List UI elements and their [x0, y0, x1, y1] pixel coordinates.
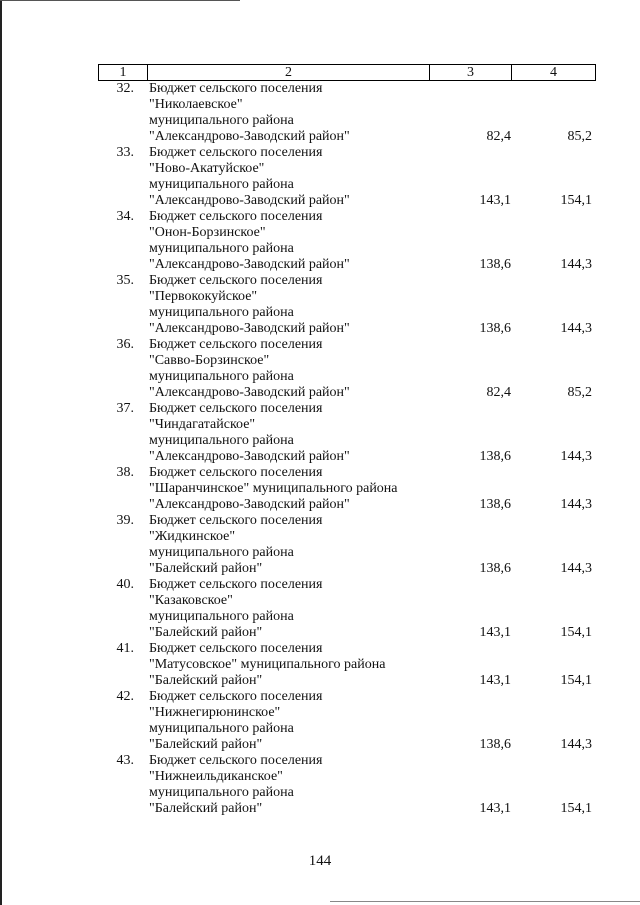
budget-name-line: Бюджет сельского поселения — [149, 465, 323, 480]
budget-name-line: "Балейский район" — [149, 561, 263, 576]
value-col-4: 154,1 — [560, 801, 592, 816]
value-col-3: 143,1 — [479, 673, 511, 688]
budget-name-line: Бюджет сельского поселения — [149, 401, 323, 416]
row-number: 43. — [116, 753, 134, 768]
budget-name-line: муниципального района — [149, 113, 294, 128]
budget-name-line: "Нижнегирюнинское" — [149, 705, 281, 720]
budget-name-line: Бюджет сельского поселения — [149, 81, 323, 96]
budget-name-line: "Александрово-Заводский район" — [149, 449, 350, 464]
table-row — [98, 513, 596, 577]
budget-name-line: Бюджет сельского поселения — [149, 641, 323, 656]
table-row — [98, 577, 596, 641]
budget-name-line: муниципального района — [149, 241, 294, 256]
budget-name — [147, 577, 429, 641]
row-number: 39. — [116, 513, 134, 528]
budget-table-body — [98, 81, 596, 817]
budget-name-line: "Балейский район" — [149, 673, 263, 688]
table-row — [98, 273, 596, 337]
value-col-3: 138,6 — [479, 449, 511, 464]
value-col-3: 138,6 — [479, 257, 511, 272]
table-row — [98, 81, 596, 145]
budget-name-line: "Казаковское" — [149, 593, 233, 608]
value-col-3: 82,4 — [486, 129, 511, 144]
budget-name-line: "Жидкинское" — [149, 529, 236, 544]
table-row — [98, 145, 596, 209]
budget-name — [147, 81, 429, 145]
table-row — [98, 401, 596, 465]
header-col-2: 2 — [148, 65, 430, 80]
budget-name — [147, 689, 429, 753]
header-col-3: 3 — [430, 65, 512, 80]
budget-name-line: муниципального района — [149, 785, 294, 800]
row-number: 36. — [116, 337, 134, 352]
value-col-4: 85,2 — [567, 129, 592, 144]
row-number: 42. — [116, 689, 134, 704]
value-col-3: 138,6 — [479, 737, 511, 752]
budget-name-line: Бюджет сельского поселения — [149, 337, 323, 352]
budget-name — [147, 753, 429, 817]
budget-name-line: "Онон-Борзинское" — [149, 225, 266, 240]
budget-name-line: "Первококуйское" — [149, 289, 258, 304]
row-number: 32. — [116, 81, 134, 96]
budget-name-line: "Ново-Акатуйское" — [149, 161, 265, 176]
row-number: 33. — [116, 145, 134, 160]
budget-name — [147, 465, 429, 513]
value-col-3: 138,6 — [479, 321, 511, 336]
value-col-4: 85,2 — [567, 385, 592, 400]
budget-name — [147, 337, 429, 401]
page-number: 144 — [308, 853, 332, 869]
budget-name — [147, 401, 429, 465]
budget-name-line: "Савво-Борзинское" — [149, 353, 270, 368]
budget-name-line: муниципального района — [149, 609, 294, 624]
budget-name-line: Бюджет сельского поселения — [149, 753, 323, 768]
table-row — [98, 337, 596, 401]
header-col-1: 1 — [99, 65, 148, 80]
budget-name-line: "Шаранчинское" муниципального района — [149, 481, 398, 496]
budget-name-line: Бюджет сельского поселения — [149, 577, 323, 592]
value-col-4: 154,1 — [560, 625, 592, 640]
scan-top-line — [0, 0, 240, 1]
budget-name — [147, 145, 429, 209]
budget-name-line: "Матусовское" муниципального района — [149, 657, 386, 672]
table-header — [98, 64, 596, 81]
row-number: 38. — [116, 465, 134, 480]
value-col-4: 154,1 — [560, 673, 592, 688]
budget-name-line: "Александрово-Заводский район" — [149, 385, 350, 400]
row-number: 37. — [116, 401, 134, 416]
budget-name — [147, 209, 429, 273]
budget-name-line: муниципального района — [149, 721, 294, 736]
budget-name — [147, 641, 429, 689]
row-number: 35. — [116, 273, 134, 288]
budget-name-line: муниципального района — [149, 433, 294, 448]
budget-name — [147, 513, 429, 577]
row-number: 40. — [116, 577, 134, 592]
budget-name — [147, 273, 429, 337]
scan-left-edge — [0, 0, 2, 905]
value-col-4: 154,1 — [560, 193, 592, 208]
value-col-3: 82,4 — [486, 385, 511, 400]
value-col-4: 144,3 — [560, 561, 592, 576]
budget-name-line: Бюджет сельского поселения — [149, 145, 323, 160]
budget-name-line: "Балейский район" — [149, 801, 263, 816]
value-col-3: 138,6 — [479, 497, 511, 512]
value-col-4: 144,3 — [560, 449, 592, 464]
budget-name-line: муниципального района — [149, 545, 294, 560]
budget-name-line: "Александрово-Заводский район" — [149, 193, 350, 208]
table-row — [98, 641, 596, 689]
value-col-3: 143,1 — [479, 625, 511, 640]
budget-name-line: Бюджет сельского поселения — [149, 689, 323, 704]
value-col-3: 143,1 — [479, 801, 511, 816]
value-col-4: 144,3 — [560, 257, 592, 272]
budget-name-line: "Александрово-Заводский район" — [149, 497, 350, 512]
budget-name-line: "Балейский район" — [149, 625, 263, 640]
table-row — [98, 689, 596, 753]
value-col-4: 144,3 — [560, 497, 592, 512]
budget-name-line: "Балейский район" — [149, 737, 263, 752]
value-col-3: 138,6 — [479, 561, 511, 576]
budget-name-line: "Александрово-Заводский район" — [149, 129, 350, 144]
budget-name-line: муниципального района — [149, 369, 294, 384]
table-row — [98, 465, 596, 513]
table-row — [98, 753, 596, 817]
header-col-4: 4 — [550, 65, 557, 80]
budget-name-line: муниципального района — [149, 177, 294, 192]
budget-name-line: "Николаевское" — [149, 97, 243, 112]
value-col-3: 143,1 — [479, 193, 511, 208]
budget-name-line: муниципального района — [149, 305, 294, 320]
budget-name-line: Бюджет сельского поселения — [149, 513, 323, 528]
budget-name-line: Бюджет сельского поселения — [149, 273, 323, 288]
budget-name-line: Бюджет сельского поселения — [149, 209, 323, 224]
scan-bottom-line — [330, 901, 640, 902]
budget-name-line: "Александрово-Заводский район" — [149, 321, 350, 336]
budget-name-line: "Александрово-Заводский район" — [149, 257, 350, 272]
value-col-4: 144,3 — [560, 321, 592, 336]
row-number: 41. — [116, 641, 134, 656]
value-col-4: 144,3 — [560, 737, 592, 752]
table-row — [98, 209, 596, 273]
budget-name-line: "Чиндагатайское" — [149, 417, 256, 432]
budget-name-line: "Нижнеильдиканское" — [149, 769, 283, 784]
row-number: 34. — [116, 209, 134, 224]
